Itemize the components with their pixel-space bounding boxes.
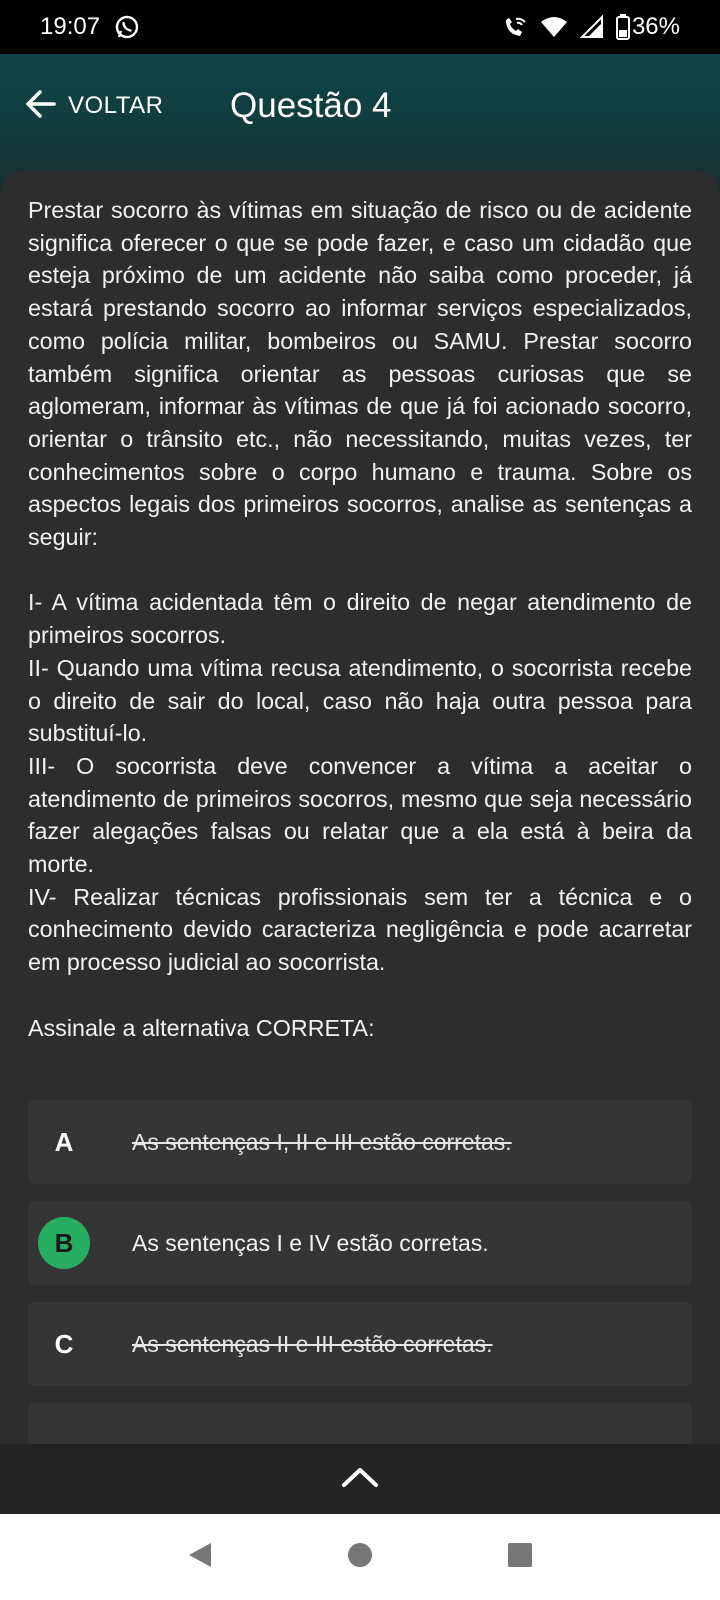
expand-toggle-bar[interactable] <box>0 1444 720 1514</box>
wifi-call-icon <box>502 14 528 40</box>
option-text: As sentenças II e III estão corretas. <box>132 1330 493 1357</box>
option-text: As sentenças I, II e III estão corretas. <box>132 1128 512 1155</box>
status-right <box>502 13 680 41</box>
triangle-back-icon <box>185 1540 215 1575</box>
wifi-icon <box>540 15 568 39</box>
option-letter: A <box>54 1126 74 1157</box>
option-letter: C <box>54 1328 74 1359</box>
battery-percent: 36% <box>631 13 680 40</box>
back-label: VOLTAR <box>68 92 164 119</box>
question-card <box>0 170 720 1445</box>
instruction: Assinale a alternativa CORRETA: <box>28 1014 375 1041</box>
signal-icon <box>580 15 604 39</box>
whatsapp-icon <box>114 14 140 40</box>
back-button[interactable] <box>24 82 163 130</box>
system-nav-bar <box>0 1514 720 1600</box>
status-left <box>40 13 140 41</box>
option-d-partial[interactable] <box>28 1403 692 1445</box>
nav-recents-button[interactable] <box>500 1537 540 1577</box>
nav-back-button[interactable] <box>180 1537 220 1577</box>
question-statement: Prestar socorro às vítimas em situação de risco ou de acidente significa oferecer o que se pode fazer, e caso um cidadão que esteja próximo de um acidente não saiba como proceder, já estará prestando socorro ao informar serviços especializados, como polícia militar, bombeiros ou SAMU. Prestar socorro também significa orientar as pessoas curiosas que se aglomeram, informar às vítimas de que já foi acionado socorro, orientar o trânsito etc., não necessitando, muitas vezes, ter conhecimentos sobre o corpo humano e trauma. Sobre os aspectos legais dos primeiros socorros, analise as sentenças a seguir: <box>28 197 692 551</box>
status-time: 19:07 <box>40 13 101 40</box>
option-a[interactable] <box>28 1100 692 1184</box>
nav-home-button[interactable] <box>340 1537 380 1577</box>
option-text: As sentenças I e IV estão corretas. <box>132 1229 489 1256</box>
square-recents-icon <box>506 1541 534 1574</box>
sentence-ii: II- Quando uma vítima recusa atendimento, o socorrista recebe o direito de sair do local, caso não haja outra pessoa para substituí-lo. <box>28 654 692 747</box>
arrow-left-icon <box>24 87 58 126</box>
status-bar <box>0 0 720 54</box>
option-b[interactable] <box>28 1201 692 1285</box>
spacer <box>28 979 692 1012</box>
sentence-iv: IV- Realizar técnicas profissionais sem ter a técnica e o conhecimento devido caracteriza negligência e pode acarretar em processo judicial ao socorrista. <box>28 883 692 976</box>
spacer <box>28 554 692 587</box>
circle-home-icon <box>346 1541 374 1574</box>
option-letter-selected: B <box>38 1217 90 1269</box>
page-title: Questão 4 <box>230 86 392 125</box>
sentence-i: I- A vítima acidentada têm o direito de negar atendimento de primeiros socorros. <box>28 589 692 649</box>
option-c[interactable] <box>28 1302 692 1386</box>
battery-icon <box>616 14 630 40</box>
chevron-up-icon <box>340 1465 380 1494</box>
battery-indicator <box>616 13 680 41</box>
question-text <box>28 194 692 1044</box>
sentence-iii: III- O socorrista deve convencer a vítima a aceitar o atendimento de primeiros socorros, mesmo que seja necessário fazer alegações falsas ou relatar que a ela está à beira da morte. <box>28 752 692 878</box>
